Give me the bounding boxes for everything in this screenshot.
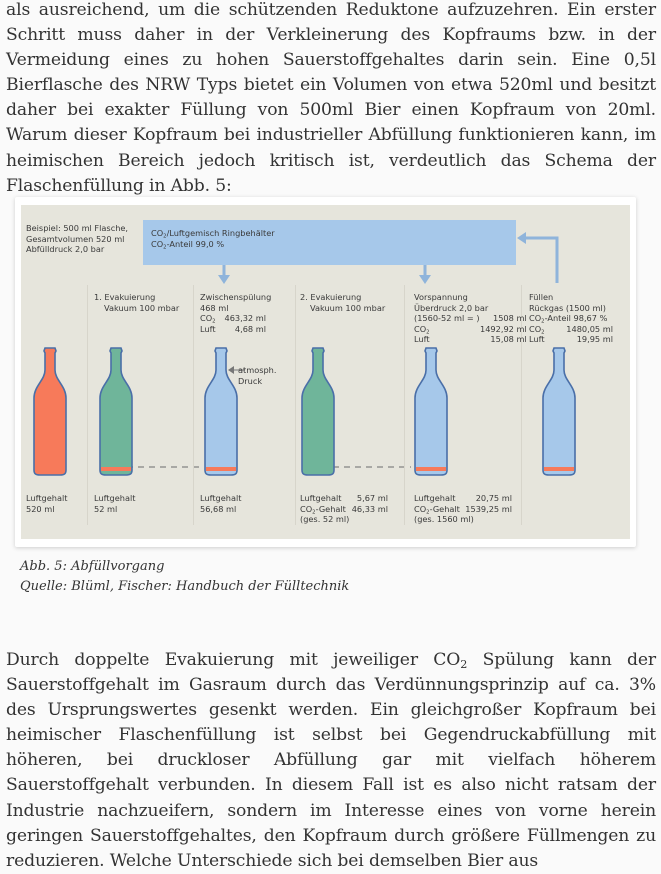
- bottle-filling-diagram: [21, 205, 630, 539]
- bottle-body: [543, 348, 575, 475]
- paragraph-bottom: [6, 648, 656, 874]
- paragraph-top: als ausreichend, um die schützenden Reduktone aufzuzehren. Ein erster Schritt muss daher in der Verkleinerung des Kopfraums bzw. in der Vermeidung eines zu hohen Sauerstoffgehaltes darin sein. Eine 0,5l Bierflasche des NRW Typs bietet ein Volumen von etwa 520ml und besitzt daher bei exakter Füllung von 500ml Bier einen Kopfraum von 20ml. Warum dieser Kopfraum bei industrieller Abfüllung funktionieren kann, im heimischen Bereich jedoch kritisch ist, verdeutlich das Schema der Flaschenfüllung in Abb. 5:: [6, 0, 656, 196]
- example-line: Gesamtvolumen 520 ml: [26, 233, 125, 244]
- air-residue: [416, 467, 446, 471]
- air-content-bottle-4: Luftgehalt 5,67 ml $CO_2$-Gehalt 46,33 ml (ges. 52 ml): [300, 493, 388, 525]
- air-content-bottle-3: Luftgehalt 56,68 ml: [200, 493, 242, 514]
- bottle-co2-rinse: [205, 348, 237, 475]
- figure-card: [15, 197, 636, 547]
- caption-source: Quelle: Blüml, Fischer: Handbuch der Fülltechnik: [20, 579, 350, 594]
- air-residue: [101, 467, 131, 471]
- figure-caption: [20, 557, 349, 597]
- bottle-vacuum-2: [302, 348, 334, 475]
- bottle-pre-pressurized: [415, 348, 447, 475]
- bottles: [21, 205, 630, 539]
- bottle-air: [34, 348, 66, 475]
- subscript-2: 2: [460, 657, 468, 671]
- paragraph-text: Spülung kann der Sauerstoffgehalt im Gasraum durch das Verdünnungsprinzip auf ca. 3% des Ursprungswertes gesenkt werden. Ein gleichgroßer Kopfraum bei heimischer Flaschenfüllung ist selbst bei Gegendruckabfüllung mit höheren, bei druckloser Abfüllung gar mit vielfach höherem Sauerstoffgehalt verbunden. In diesem Fall ist es also nicht ratsam der Industrie nachzueifern, sondern im Interesse eines von vorne herein geringen Sauerstoffgehaltes, den Kopfraum durch größere Füllmengen zu reduzieren. Welche Unterschiede sich bei demselben Bier aus: [6, 650, 656, 871]
- bottle-body: [34, 348, 66, 475]
- bottle-body: [205, 348, 237, 475]
- caption-title: Abb. 5: Abfüllvorgang: [20, 559, 165, 574]
- step-evacuation-2: 2. Evakuierung Vakuum 100 mbar: [300, 292, 386, 313]
- paragraph-text: Durch doppelte Evakuierung mit jeweiliger CO: [6, 650, 461, 670]
- step-filling: Füllen Rückgas (1500 ml) $CO_2$-Anteil 98,67 % $CO_2$ 1480,05 ml Luft 19,95 ml: [529, 292, 613, 345]
- bottle-vacuum-1: [100, 348, 132, 475]
- bottle-body: [100, 348, 132, 475]
- example-line: Abfülldruck 2,0 bar: [26, 244, 105, 255]
- bottle-filled: [543, 348, 575, 475]
- air-content-bottle-1: Luftgehalt 520 ml: [26, 493, 68, 514]
- step-intermediate-rinse: Zwischenspülung 468 ml $CO_2$ 463,32 ml Luft 4,68 ml: [200, 292, 272, 334]
- bottle-body: [415, 348, 447, 475]
- step-pre-pressurize: Vorspannung Überdruck 2,0 bar (1560-52 ml = ) 1508 ml $CO_2$ 1492,92 ml Luft 15,08 ml: [414, 292, 527, 345]
- example-line: Beispiel: 500 ml Flasche,: [26, 223, 129, 233]
- air-content-bottle-2: Luftgehalt 52 ml: [94, 493, 136, 514]
- atmospheric-pressure-label: atmosph. Druck: [238, 365, 277, 386]
- step-evacuation-1: 1. Evakuierung Vakuum 100 mbar: [94, 292, 180, 313]
- ring-label: $CO_2$/Luftgemisch Ringbehälter $CO_2$-Anteil 99,0 %: [151, 228, 275, 250]
- air-residue: [206, 467, 236, 471]
- air-content-bottle-5: Luftgehalt 20,75 ml $CO_2$-Gehalt 1539,25 ml (ges. 1560 ml): [414, 493, 512, 525]
- bottle-body: [302, 348, 334, 475]
- air-residue: [544, 467, 574, 471]
